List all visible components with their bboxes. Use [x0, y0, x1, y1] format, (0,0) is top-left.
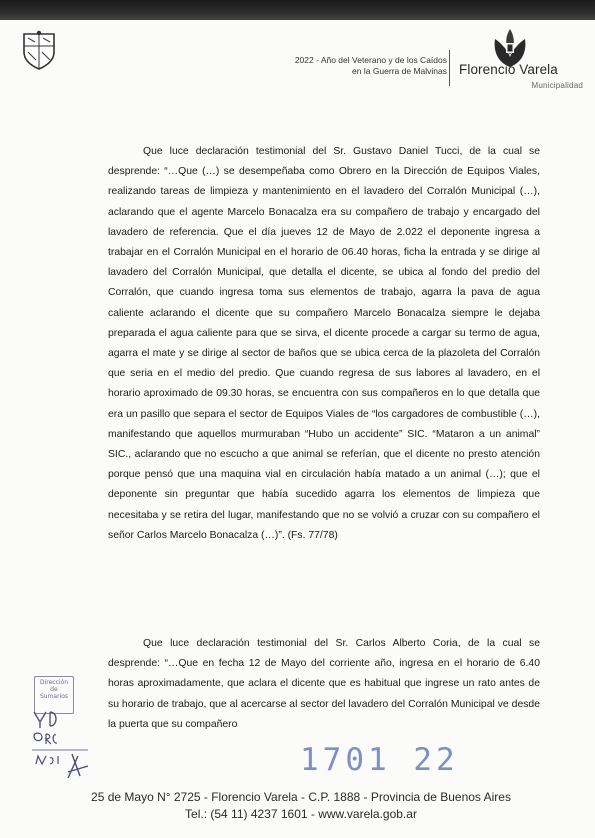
brand-name: Florencio Varela	[459, 62, 558, 77]
footer-address: 25 de Mayo N° 2725 - Florencio Varela - C.P. 1888 - Provincia de Buenos Aires	[91, 790, 511, 804]
brand-subtitle: Municipalidad	[531, 81, 583, 90]
testimony-paragraph-2	[108, 634, 540, 735]
handwritten-initials-mark	[28, 706, 100, 786]
footer-contact: Tel.: (54 11) 4237 1601 - www.varela.gob.ar	[185, 807, 417, 821]
stamp-line-2: de	[50, 686, 58, 693]
document-number-stamp: 1701 22	[300, 742, 459, 778]
motto-line-1: 2022 - Año del Veterano y de los Caídos	[294, 55, 447, 65]
header-divider	[449, 50, 450, 86]
coat-of-arms-icon	[20, 30, 58, 70]
scan-top-bar	[0, 0, 595, 20]
paragraph-1-text: Que luce declaración testimonial del Sr. Gustavo Daniel Tucci, de la cual se desprende: “…Que (…) se desempeñaba como Obrero en la Dirección de Equipos Viales, realizando tareas de limpieza y mantenimiento en el lavadero del Corralón Municipal (…), aclarando que el agente Marcelo Bonacalza era su compañero de trabajo y encargado del lavadero de referencia. Que el día jueves 12 de Mayo de 2.022 el deponente ingresa a trabajar en el Corralón Municipal en el horario de 06.40 horas, ficha la entrada y se dirige al lavadero del Corralón Municipal, que detalla el dicente, se ubica al fondo del predio del Corralón, que cuando ingresa toma sus elementos de trabajo, agarra la pava de agua caliente aclarando el dicente que su compañero Marcelo Bonacalza siempre le dejaba preparada el agua caliente para que se sirva, el dicente procede a cargar su termo de agua, agarra el mate y se dirige al sector de baños que se ubica cerca de la plazoleta del Corralón que seria en el medio del predio. Que cuando regresa de sus labores al lavadero, en el horario aproximado de 09.30 horas, se encuentra con sus compañeros en lo que detalla que era un pasillo que separa el sector de Equipos Viales de “los cargadores de combustible (…), manifestando que aquellos murmuraban “Hubo un accidente” SIC. “Mataron a un animal” SIC., aclarando que no escucho a que animal se referían, que el dicente no presto atención porque pensó que una maquina vial en circulación había matado a un animal (…); que el deponente sin preguntar que había sucedido agarra los elementos de limpieza que necesitaba y se retira del lugar, manifestando que no se volvió a cruzar con su compañero el señor Carlos Marcelo Bonacalza (…)”. (Fs. 77/78)	[108, 146, 540, 541]
header-motto	[237, 55, 447, 76]
paragraph-2-text: Que luce declaración testimonial del Sr. Carlos Alberto Coria, de la cual se desprende: “…Que en fecha 12 de Mayo del corriente año, ingresa en el horario de 6.40 horas aproximadamente, que aclara el dicente que es habitual que ingrese un rato antes de su horario de trabajo, que al acercarse al sector del lavadero del Corralón Municipal ve desde la puerta que su compañero	[108, 638, 540, 730]
testimony-paragraph-1	[108, 142, 540, 546]
stamp-line-1: Dirección	[39, 679, 69, 686]
stamp-line-3: Sumarios	[39, 693, 69, 700]
motto-line-2: en la Guerra de Malvinas	[352, 65, 447, 76]
